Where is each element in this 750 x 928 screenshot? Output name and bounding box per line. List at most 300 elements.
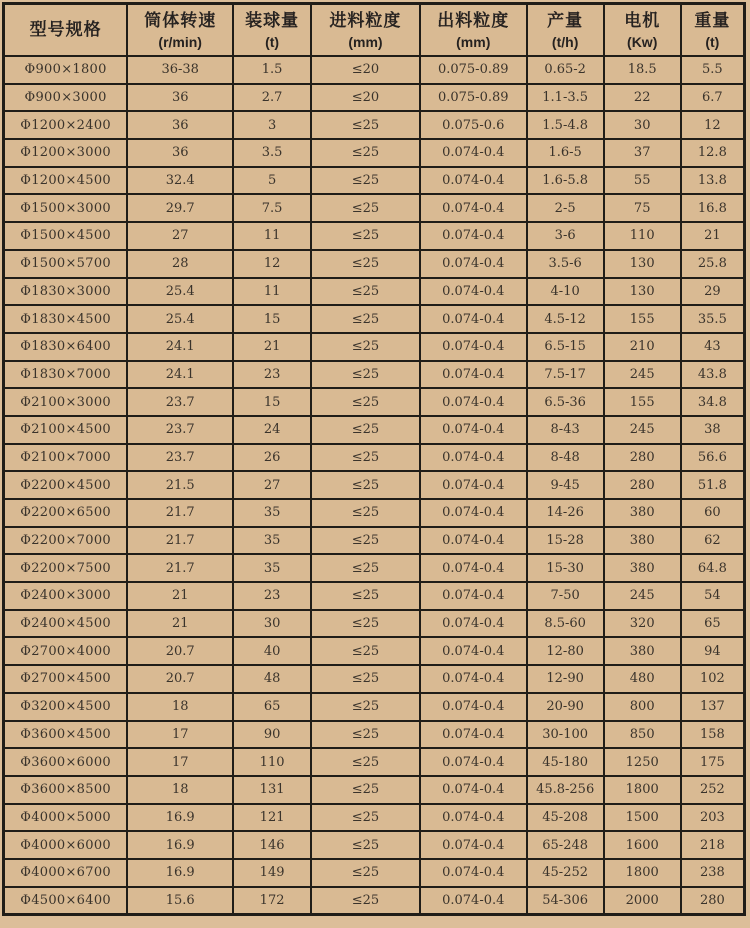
cell-model: Φ2200×7500 — [4, 554, 128, 582]
cell-weight: 54 — [681, 582, 745, 610]
cell-model: Φ1830×6400 — [4, 333, 128, 361]
cell-capacity: 30-100 — [527, 721, 604, 749]
cell-feed-size: ≤25 — [311, 388, 420, 416]
cell-motor: 130 — [604, 250, 681, 278]
cell-ball-load: 21 — [233, 333, 311, 361]
cell-model: Φ2700×4500 — [4, 665, 128, 693]
cell-capacity: 2-5 — [527, 194, 604, 222]
cell-capacity: 15-28 — [527, 527, 604, 555]
cell-ball-load: 12 — [233, 250, 311, 278]
cell-rotation-speed: 21.7 — [127, 554, 233, 582]
cell-discharge-size: 0.074-0.4 — [420, 665, 527, 693]
cell-motor: 380 — [604, 527, 681, 555]
cell-model: Φ2200×6500 — [4, 499, 128, 527]
cell-motor: 2000 — [604, 887, 681, 915]
cell-weight: 5.5 — [681, 56, 745, 84]
col-header-motor — [604, 4, 681, 57]
cell-discharge-size: 0.074-0.4 — [420, 361, 527, 389]
cell-weight: 56.6 — [681, 444, 745, 472]
cell-feed-size: ≤25 — [311, 527, 420, 555]
cell-discharge-size: 0.074-0.4 — [420, 471, 527, 499]
cell-ball-load: 7.5 — [233, 194, 311, 222]
cell-motor: 1500 — [604, 804, 681, 832]
table-row — [4, 139, 745, 167]
cell-capacity: 1.1-3.5 — [527, 84, 604, 112]
cell-capacity: 4.5-12 — [527, 305, 604, 333]
table-row — [4, 111, 745, 139]
cell-capacity: 4-10 — [527, 278, 604, 306]
cell-weight: 62 — [681, 527, 745, 555]
cell-rotation-speed: 23.7 — [127, 416, 233, 444]
table-row — [4, 748, 745, 776]
cell-capacity: 3-6 — [527, 222, 604, 250]
cell-model: Φ1830×4500 — [4, 305, 128, 333]
table-row — [4, 887, 745, 915]
cell-capacity: 54-306 — [527, 887, 604, 915]
table-row — [4, 194, 745, 222]
cell-feed-size: ≤25 — [311, 693, 420, 721]
table-row — [4, 804, 745, 832]
col-header-weight — [681, 4, 745, 57]
col-header-ball-load — [233, 4, 311, 57]
cell-feed-size: ≤20 — [311, 56, 420, 84]
cell-feed-size: ≤25 — [311, 416, 420, 444]
cell-discharge-size: 0.074-0.4 — [420, 554, 527, 582]
cell-feed-size: ≤25 — [311, 499, 420, 527]
table-row — [4, 693, 745, 721]
table-row — [4, 416, 745, 444]
col-header-capacity-unit: (t/h) — [551, 34, 579, 51]
cell-discharge-size: 0.074-0.4 — [420, 859, 527, 887]
cell-feed-size: ≤25 — [311, 887, 420, 915]
cell-feed-size: ≤25 — [311, 471, 420, 499]
cell-rotation-speed: 16.9 — [127, 859, 233, 887]
cell-capacity: 65-248 — [527, 831, 604, 859]
table-row — [4, 610, 745, 638]
ball-mill-spec-table — [2, 2, 746, 916]
cell-weight: 34.8 — [681, 388, 745, 416]
cell-ball-load: 3 — [233, 111, 311, 139]
cell-ball-load: 90 — [233, 721, 311, 749]
col-header-discharge-size-unit: (mm) — [456, 34, 491, 51]
cell-model: Φ3200×4500 — [4, 693, 128, 721]
cell-discharge-size: 0.074-0.4 — [420, 305, 527, 333]
cell-rotation-speed: 17 — [127, 748, 233, 776]
table-row — [4, 859, 745, 887]
cell-motor: 280 — [604, 444, 681, 472]
cell-model: Φ4000×6000 — [4, 831, 128, 859]
cell-ball-load: 15 — [233, 388, 311, 416]
cell-motor: 1800 — [604, 776, 681, 804]
cell-ball-load: 23 — [233, 361, 311, 389]
cell-feed-size: ≤25 — [311, 804, 420, 832]
col-header-weight-title: 重量 — [694, 10, 731, 30]
cell-weight: 12 — [681, 111, 745, 139]
cell-model: Φ1200×4500 — [4, 167, 128, 195]
cell-discharge-size: 0.075-0.89 — [420, 56, 527, 84]
cell-model: Φ1500×4500 — [4, 222, 128, 250]
cell-ball-load: 26 — [233, 444, 311, 472]
table-row — [4, 333, 745, 361]
cell-discharge-size: 0.074-0.4 — [420, 637, 527, 665]
cell-rotation-speed: 21 — [127, 582, 233, 610]
cell-model: Φ3600×6000 — [4, 748, 128, 776]
cell-discharge-size: 0.074-0.4 — [420, 388, 527, 416]
col-header-feed-size-title: 进料粒度 — [329, 10, 402, 30]
cell-ball-load: 11 — [233, 222, 311, 250]
cell-rotation-speed: 36-38 — [127, 56, 233, 84]
cell-discharge-size: 0.074-0.4 — [420, 194, 527, 222]
table-row — [4, 222, 745, 250]
cell-weight: 65 — [681, 610, 745, 638]
cell-model: Φ2100×3000 — [4, 388, 128, 416]
col-header-rotation-speed-unit: (r/min) — [158, 34, 202, 51]
cell-discharge-size: 0.074-0.4 — [420, 444, 527, 472]
cell-capacity: 14-26 — [527, 499, 604, 527]
cell-model: Φ2700×4000 — [4, 637, 128, 665]
table-row — [4, 554, 745, 582]
cell-capacity: 1.6-5 — [527, 139, 604, 167]
table-row — [4, 582, 745, 610]
cell-capacity: 8.5-60 — [527, 610, 604, 638]
col-header-discharge-size-title: 出料粒度 — [437, 10, 510, 30]
cell-model: Φ1200×3000 — [4, 139, 128, 167]
cell-weight: 43 — [681, 333, 745, 361]
cell-ball-load: 3.5 — [233, 139, 311, 167]
cell-motor: 22 — [604, 84, 681, 112]
cell-motor: 245 — [604, 361, 681, 389]
cell-feed-size: ≤25 — [311, 305, 420, 333]
cell-motor: 130 — [604, 278, 681, 306]
cell-feed-size: ≤25 — [311, 222, 420, 250]
cell-model: Φ2400×3000 — [4, 582, 128, 610]
cell-ball-load: 15 — [233, 305, 311, 333]
cell-ball-load: 65 — [233, 693, 311, 721]
cell-motor: 850 — [604, 721, 681, 749]
cell-model: Φ4500×6400 — [4, 887, 128, 915]
cell-ball-load: 146 — [233, 831, 311, 859]
cell-model: Φ1830×3000 — [4, 278, 128, 306]
cell-weight: 252 — [681, 776, 745, 804]
cell-rotation-speed: 36 — [127, 84, 233, 112]
cell-weight: 43.8 — [681, 361, 745, 389]
cell-model: Φ2200×4500 — [4, 471, 128, 499]
cell-ball-load: 24 — [233, 416, 311, 444]
cell-weight: 94 — [681, 637, 745, 665]
cell-motor: 480 — [604, 665, 681, 693]
cell-ball-load: 2.7 — [233, 84, 311, 112]
cell-model: Φ4000×6700 — [4, 859, 128, 887]
cell-capacity: 3.5-6 — [527, 250, 604, 278]
cell-model: Φ2100×4500 — [4, 416, 128, 444]
cell-rotation-speed: 18 — [127, 693, 233, 721]
cell-feed-size: ≤25 — [311, 361, 420, 389]
table-row — [4, 527, 745, 555]
cell-model: Φ1200×2400 — [4, 111, 128, 139]
cell-rotation-speed: 36 — [127, 111, 233, 139]
cell-model: Φ2400×4500 — [4, 610, 128, 638]
col-header-capacity — [527, 4, 604, 57]
table-row — [4, 167, 745, 195]
cell-rotation-speed: 23.7 — [127, 388, 233, 416]
col-header-model-title: 型号规格 — [29, 20, 102, 40]
cell-feed-size: ≤25 — [311, 721, 420, 749]
cell-rotation-speed: 29.7 — [127, 194, 233, 222]
cell-feed-size: ≤25 — [311, 167, 420, 195]
cell-ball-load: 23 — [233, 582, 311, 610]
col-header-discharge-size — [420, 4, 527, 57]
cell-ball-load: 40 — [233, 637, 311, 665]
cell-weight: 38 — [681, 416, 745, 444]
cell-capacity: 12-90 — [527, 665, 604, 693]
cell-motor: 30 — [604, 111, 681, 139]
cell-discharge-size: 0.074-0.4 — [420, 333, 527, 361]
cell-weight: 13.8 — [681, 167, 745, 195]
col-header-motor-unit: (Kw) — [627, 34, 658, 51]
cell-capacity: 7-50 — [527, 582, 604, 610]
cell-capacity: 1.6-5.8 — [527, 167, 604, 195]
cell-discharge-size: 0.074-0.4 — [420, 721, 527, 749]
cell-rotation-speed: 36 — [127, 139, 233, 167]
cell-weight: 16.8 — [681, 194, 745, 222]
cell-rotation-speed: 25.4 — [127, 278, 233, 306]
cell-feed-size: ≤25 — [311, 637, 420, 665]
cell-rotation-speed: 24.1 — [127, 361, 233, 389]
cell-model: Φ3600×8500 — [4, 776, 128, 804]
cell-discharge-size: 0.074-0.4 — [420, 139, 527, 167]
cell-discharge-size: 0.074-0.4 — [420, 250, 527, 278]
cell-motor: 320 — [604, 610, 681, 638]
table-row — [4, 278, 745, 306]
cell-discharge-size: 0.074-0.4 — [420, 527, 527, 555]
cell-rotation-speed: 21.7 — [127, 527, 233, 555]
cell-weight: 137 — [681, 693, 745, 721]
cell-weight: 35.5 — [681, 305, 745, 333]
cell-rotation-speed: 23.7 — [127, 444, 233, 472]
cell-weight: 238 — [681, 859, 745, 887]
table-row — [4, 499, 745, 527]
cell-discharge-size: 0.074-0.4 — [420, 610, 527, 638]
cell-weight: 60 — [681, 499, 745, 527]
cell-rotation-speed: 21.5 — [127, 471, 233, 499]
cell-feed-size: ≤25 — [311, 582, 420, 610]
cell-ball-load: 149 — [233, 859, 311, 887]
cell-rotation-speed: 15.6 — [127, 887, 233, 915]
table-row — [4, 250, 745, 278]
col-header-ball-load-title: 装球量 — [245, 10, 300, 30]
col-header-ball-load-unit: (t) — [265, 34, 280, 51]
cell-rotation-speed: 25.4 — [127, 305, 233, 333]
cell-motor: 280 — [604, 471, 681, 499]
cell-weight: 21 — [681, 222, 745, 250]
cell-weight: 25.8 — [681, 250, 745, 278]
cell-ball-load: 30 — [233, 610, 311, 638]
cell-ball-load: 1.5 — [233, 56, 311, 84]
cell-weight: 6.7 — [681, 84, 745, 112]
cell-motor: 110 — [604, 222, 681, 250]
col-header-motor-title: 电机 — [624, 10, 661, 30]
cell-motor: 380 — [604, 637, 681, 665]
cell-ball-load: 172 — [233, 887, 311, 915]
cell-discharge-size: 0.074-0.4 — [420, 748, 527, 776]
cell-feed-size: ≤25 — [311, 111, 420, 139]
cell-weight: 12.8 — [681, 139, 745, 167]
cell-weight: 280 — [681, 887, 745, 915]
cell-motor: 210 — [604, 333, 681, 361]
cell-feed-size: ≤25 — [311, 665, 420, 693]
cell-capacity: 8-43 — [527, 416, 604, 444]
table-row — [4, 444, 745, 472]
cell-weight: 175 — [681, 748, 745, 776]
table-row — [4, 305, 745, 333]
table-row — [4, 665, 745, 693]
cell-motor: 1800 — [604, 859, 681, 887]
cell-motor: 380 — [604, 554, 681, 582]
cell-discharge-size: 0.074-0.4 — [420, 887, 527, 915]
cell-discharge-size: 0.074-0.4 — [420, 582, 527, 610]
cell-motor: 18.5 — [604, 56, 681, 84]
cell-rotation-speed: 16.9 — [127, 804, 233, 832]
cell-capacity: 6.5-36 — [527, 388, 604, 416]
cell-motor: 380 — [604, 499, 681, 527]
cell-model: Φ3600×4500 — [4, 721, 128, 749]
table-row — [4, 776, 745, 804]
cell-rotation-speed: 20.7 — [127, 665, 233, 693]
table-row — [4, 56, 745, 84]
cell-motor: 155 — [604, 388, 681, 416]
cell-feed-size: ≤25 — [311, 250, 420, 278]
cell-model: Φ900×1800 — [4, 56, 128, 84]
cell-capacity: 45.8-256 — [527, 776, 604, 804]
cell-rotation-speed: 21 — [127, 610, 233, 638]
cell-capacity: 45-252 — [527, 859, 604, 887]
cell-motor: 245 — [604, 416, 681, 444]
cell-motor: 75 — [604, 194, 681, 222]
cell-motor: 155 — [604, 305, 681, 333]
col-header-feed-size-unit: (mm) — [348, 34, 383, 51]
cell-capacity: 15-30 — [527, 554, 604, 582]
cell-capacity: 8-48 — [527, 444, 604, 472]
cell-capacity: 45-208 — [527, 804, 604, 832]
cell-model: Φ1500×5700 — [4, 250, 128, 278]
cell-ball-load: 5 — [233, 167, 311, 195]
cell-feed-size: ≤25 — [311, 554, 420, 582]
cell-ball-load: 48 — [233, 665, 311, 693]
cell-weight: 102 — [681, 665, 745, 693]
cell-discharge-size: 0.074-0.4 — [420, 804, 527, 832]
cell-discharge-size: 0.074-0.4 — [420, 416, 527, 444]
cell-model: Φ900×3000 — [4, 84, 128, 112]
cell-capacity: 1.5-4.8 — [527, 111, 604, 139]
cell-feed-size: ≤25 — [311, 194, 420, 222]
cell-capacity: 20-90 — [527, 693, 604, 721]
cell-rotation-speed: 16.9 — [127, 831, 233, 859]
cell-feed-size: ≤25 — [311, 610, 420, 638]
cell-capacity: 7.5-17 — [527, 361, 604, 389]
table-row — [4, 471, 745, 499]
cell-feed-size: ≤25 — [311, 776, 420, 804]
table-row — [4, 388, 745, 416]
cell-motor: 245 — [604, 582, 681, 610]
cell-rotation-speed: 20.7 — [127, 637, 233, 665]
cell-ball-load: 110 — [233, 748, 311, 776]
cell-model: Φ1500×3000 — [4, 194, 128, 222]
cell-rotation-speed: 28 — [127, 250, 233, 278]
cell-feed-size: ≤25 — [311, 444, 420, 472]
cell-feed-size: ≤25 — [311, 748, 420, 776]
header-row — [4, 4, 745, 57]
cell-capacity: 0.65-2 — [527, 56, 604, 84]
cell-capacity: 9-45 — [527, 471, 604, 499]
cell-ball-load: 11 — [233, 278, 311, 306]
cell-weight: 158 — [681, 721, 745, 749]
cell-feed-size: ≤25 — [311, 139, 420, 167]
cell-weight: 203 — [681, 804, 745, 832]
col-header-rotation-speed — [127, 4, 233, 57]
table-body — [4, 56, 745, 915]
cell-ball-load: 35 — [233, 554, 311, 582]
cell-discharge-size: 0.074-0.4 — [420, 693, 527, 721]
cell-rotation-speed: 21.7 — [127, 499, 233, 527]
cell-discharge-size: 0.074-0.4 — [420, 222, 527, 250]
cell-weight: 64.8 — [681, 554, 745, 582]
cell-weight: 51.8 — [681, 471, 745, 499]
col-header-weight-unit: (t) — [705, 34, 720, 51]
cell-capacity: 6.5-15 — [527, 333, 604, 361]
cell-rotation-speed: 27 — [127, 222, 233, 250]
col-header-feed-size — [311, 4, 420, 57]
cell-discharge-size: 0.074-0.4 — [420, 278, 527, 306]
cell-motor: 800 — [604, 693, 681, 721]
table-row — [4, 637, 745, 665]
cell-feed-size: ≤20 — [311, 84, 420, 112]
table-row — [4, 361, 745, 389]
cell-rotation-speed: 24.1 — [127, 333, 233, 361]
cell-model: Φ2200×7000 — [4, 527, 128, 555]
cell-ball-load: 131 — [233, 776, 311, 804]
cell-rotation-speed: 18 — [127, 776, 233, 804]
cell-ball-load: 35 — [233, 527, 311, 555]
cell-rotation-speed: 17 — [127, 721, 233, 749]
cell-motor: 1250 — [604, 748, 681, 776]
cell-capacity: 12-80 — [527, 637, 604, 665]
col-header-model — [4, 4, 128, 57]
cell-ball-load: 27 — [233, 471, 311, 499]
table-row — [4, 84, 745, 112]
cell-feed-size: ≤25 — [311, 278, 420, 306]
col-header-capacity-title: 产量 — [547, 10, 584, 30]
cell-discharge-size: 0.074-0.4 — [420, 499, 527, 527]
cell-discharge-size: 0.075-0.6 — [420, 111, 527, 139]
cell-discharge-size: 0.075-0.89 — [420, 84, 527, 112]
cell-feed-size: ≤25 — [311, 333, 420, 361]
cell-discharge-size: 0.074-0.4 — [420, 831, 527, 859]
cell-motor: 55 — [604, 167, 681, 195]
cell-rotation-speed: 32.4 — [127, 167, 233, 195]
cell-ball-load: 121 — [233, 804, 311, 832]
cell-feed-size: ≤25 — [311, 859, 420, 887]
cell-feed-size: ≤25 — [311, 831, 420, 859]
cell-weight: 29 — [681, 278, 745, 306]
cell-model: Φ4000×5000 — [4, 804, 128, 832]
cell-discharge-size: 0.074-0.4 — [420, 167, 527, 195]
cell-model: Φ2100×7000 — [4, 444, 128, 472]
cell-weight: 218 — [681, 831, 745, 859]
cell-motor: 1600 — [604, 831, 681, 859]
cell-capacity: 45-180 — [527, 748, 604, 776]
cell-model: Φ1830×7000 — [4, 361, 128, 389]
table-row — [4, 831, 745, 859]
